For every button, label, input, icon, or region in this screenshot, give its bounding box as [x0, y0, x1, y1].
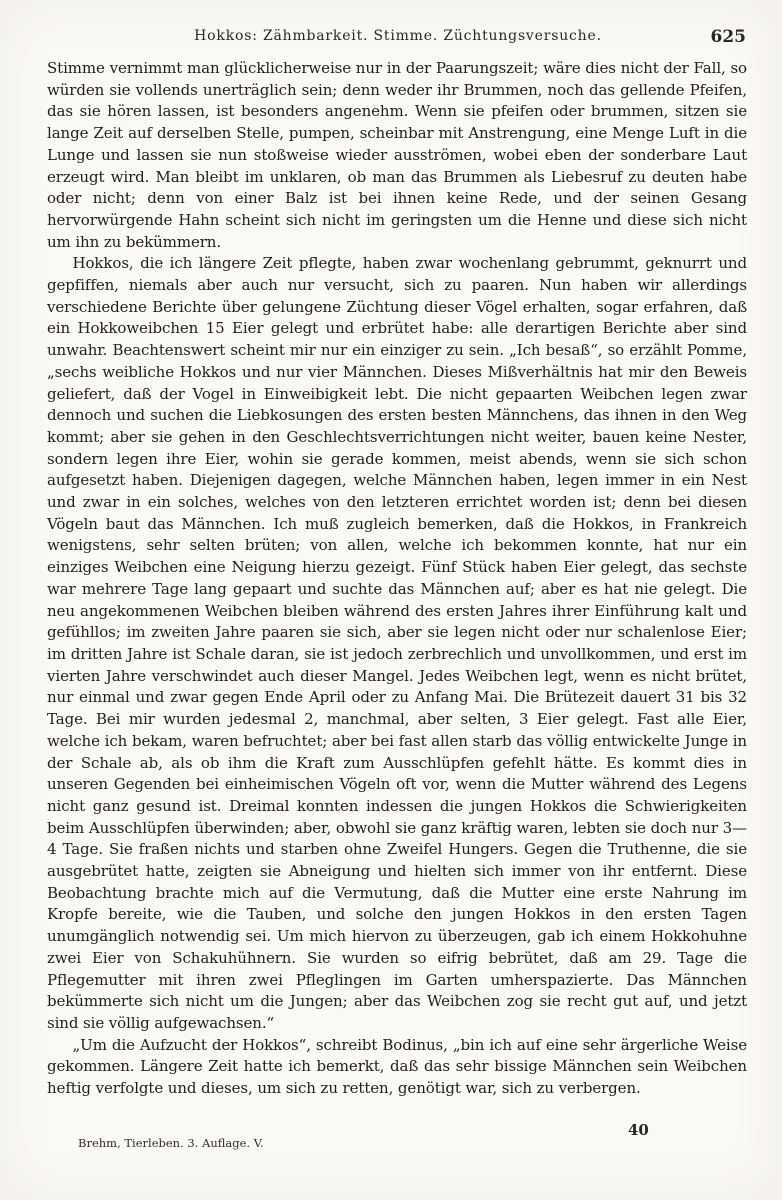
paragraph-3: „Um die Aufzucht der Hokkos“, schreibt Bodinus, „bin ich auf eine sehr ärgerliche Weise gekommen. Längere Zeit hatte ich bemerkt, daß das sehr bissige Männchen sein Weibchen heftig verfolgte und dieses, um sich zu retten, genötigt war, sich zu verbergen.: [47, 1035, 747, 1098]
sheet-signature-number: 40: [628, 1121, 649, 1139]
paragraph-1: Stimme vernimmt man glücklicherweise nur in der Paarungszeit; wäre dies nicht der Fall, so würden sie vollends unerträglich sein; denn weder ihr Brummen, noch das gellende Pfeifen, das sie hören lassen, ist besonders angenehm. Wenn sie pfeifen oder brummen, sitzen sie lange Zeit auf derselben Stelle, pumpen, scheinbar mit Anstrengung, eine Menge Luft in die Lunge und lassen sie nun stoßweise wieder ausströmen, wobei eben der sonderbare Laut erzeugt wird. Man bleibt im unklaren, ob man das Brummen als Liebesruf zu deuten habe oder nicht; denn von einer Balz ist bei ihnen keine Rede, und der seinen Gesang hervorwürgende Hahn scheint sich nicht im geringsten um die Henne und diese sich nicht um ihn zu bekümmern.: [47, 59, 747, 251]
body-text: [47, 58, 747, 1100]
paragraph-2: Hokkos, die ich längere Zeit pflegte, haben zwar wochenlang gebrummt, geknurrt und gepfiffen, niemals aber auch nur versucht, sich zu paaren. Nun haben wir allerdings verschiedene Berichte über gelungene Züchtung dieser Vögel erhalten, sogar erfahren, daß ein Hokkoweibchen 15 Eier gelegt und erbrütet habe: alle derartigen Berichte aber sind unwahr. Beachtenswert scheint mir nur ein einziger zu sein. „Ich besaß“, so erzählt Pomme, „sechs weibliche Hokkos und nur vier Männchen. Dieses Mißverhältnis hat mir den Beweis geliefert, daß der Vogel in Einweibigkeit lebt. Die nicht gepaarten Weibchen legen zwar dennoch und suchen die Liebkosungen des ersten besten Männchens, das ihnen in den Weg kommt; aber sie gehen in den Geschlechtsverrichtungen nicht weiter, bauen keine Nester, sondern legen ihre Eier, wohin sie gerade kommen, meist abends, wenn sie sich schon aufgesetzt haben. Diejenigen dagegen, welche Männchen haben, legen immer in ein Nest und zwar in ein solches, welches von den letzteren errichtet worden ist; denn bei diesen Vögeln baut das Männchen. Ich muß zugleich bemerken, daß die Hokkos, in Frankreich wenigstens, sehr selten brüten; von allen, welche ich bekommen konnte, hat nur ein einziges Weibchen eine Neigung hierzu gezeigt. Fünf Stück haben Eier gelegt, das sechste war mehrere Tage lang gepaart und suchte das Männchen auf; aber es hat nie gelegt. Die neu angekommenen Weibchen bleiben während des ersten Jahres ihrer Einführung kalt und gefühllos; im zweiten Jahre paaren sie sich, aber sie legen nicht oder nur schalenlose Eier; im dritten Jahre ist Schale daran, sie ist jedoch zerbrechlich und unvollkommen, und erst im vierten Jahre verschwindet auch dieser Mangel. Jedes Weibchen legt, wenn es nicht brütet, nur einmal und zwar gegen Ende April oder zu Anfang Mai. Die Brütezeit dauert 31 bis 32 Tage. Bei mir wurden jedesmal 2, manchmal, aber selten, 3 Eier gelegt. Fast alle Eier, welche ich bekam, waren befruchtet; aber bei fast allen starb das völlig entwickelte Junge in der Schale ab, als ob ihm die Kraft zum Ausschlüpfen gefehlt hätte. Es kommt dies in unseren Gegenden bei einheimischen Vögeln oft vor, wenn die Mutter während des Legens nicht ganz gesund ist. Dreimal konnten indessen die jungen Hokkos die Schwierigkeiten beim Ausschlüpfen überwinden; aber, obwohl sie ganz kräftig waren, lebten sie doch nur 3—4 Tage. Sie fraßen nichts und starben ohne Zweifel Hungers. Gegen die Truthenne, die sie ausgebrütet hatte, zeigten sie Abneigung und hielten sich immer von ihr entfernt. Diese Beobachtung brachte mich auf die Vermutung, daß die Mutter eine erste Nahrung im Kropfe bereite, wie die Tauben, und solche den jungen Hokkos in den ersten Tagen unumgänglich notwendig sei. Um mich hiervon zu überzeugen, gab ich einem Hokkohuhne zwei Eier von Schakuhühnern. Sie wurden so eifrig bebrütet, daß am 29. Tage die Pflegemutter mit ihren zwei Pfleglingen im Garten umherspazierte. Das Männchen bekümmerte sich nicht um die Jungen; aber das Weibchen zog sie recht gut auf, und jetzt sind sie völlig aufgewachsen.“: [47, 254, 747, 1032]
footer-imprint: Brehm, Tierleben. 3. Auflage. V.: [78, 1136, 264, 1150]
page-number: 625: [710, 27, 746, 47]
running-title: Hokkos: Zähmbarkeit. Stimme. Züchtungsversuche.: [194, 28, 602, 44]
page-header: [50, 28, 746, 50]
